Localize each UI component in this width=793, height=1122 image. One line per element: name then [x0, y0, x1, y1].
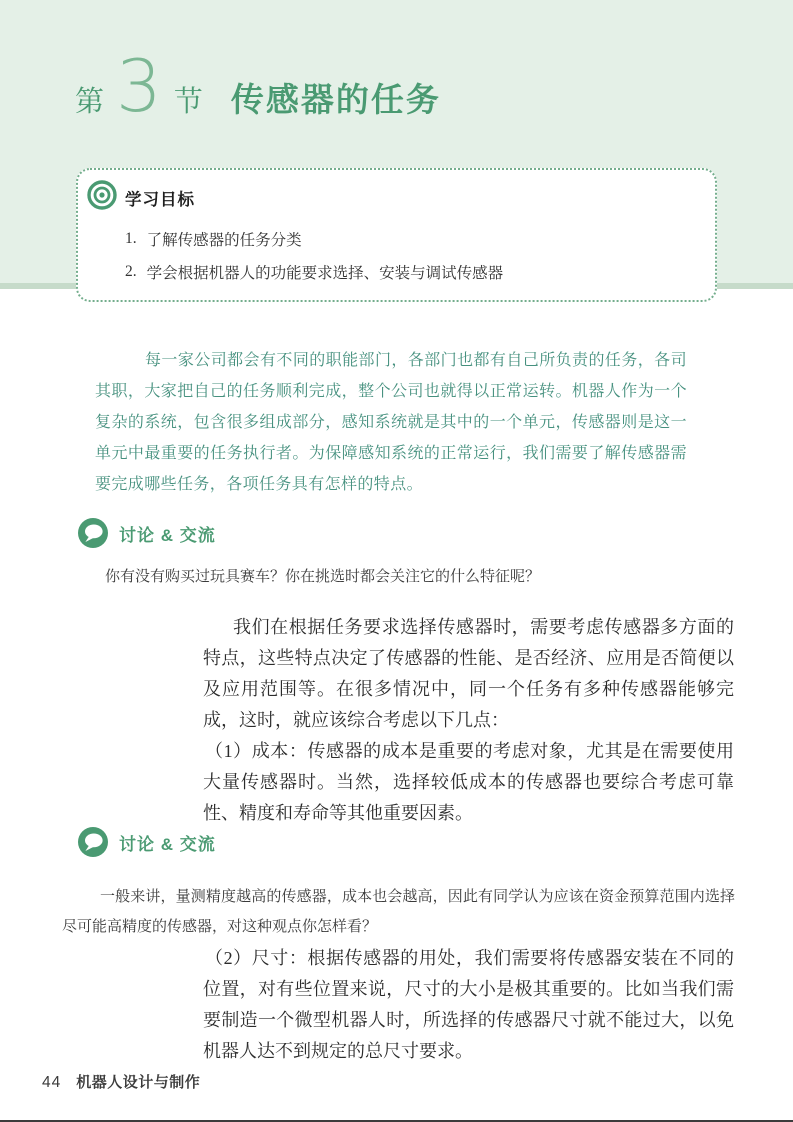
- page-number: 44: [42, 1074, 62, 1091]
- section-suffix: 节: [173, 86, 203, 118]
- objective-text: 学会根据机器人的功能要求选择、安装与调试传感器: [146, 264, 504, 282]
- page-footer: [42, 1071, 200, 1092]
- book-title: 机器人设计与制作: [76, 1074, 201, 1091]
- intro-paragraph: 每一家公司都会有不同的职能部门，各部门也都有自己所负责的任务，各司其职，大家把自己的任务顺利完成，整个公司也就得以正常运转。机器人作为一个复杂的系统，包含很多组成部分，感知系统就是其中的一个单元，传感器则是这一单元中最重要的任务执行者。为保障感知系统的正常运行，我们需要了解传感器需要完成哪些任务，各项任务具有怎样的特点。: [95, 352, 687, 493]
- section-number: 3: [116, 44, 162, 128]
- section-prefix: 第: [75, 86, 105, 118]
- objective-number: 2.: [125, 262, 137, 280]
- objectives-list: [125, 222, 503, 288]
- objective-text: 了解传感器的任务分类: [146, 231, 302, 249]
- discussion-text: 你有没有购买过玩具赛车？你在挑选时都会关注它的什么特征呢？: [105, 569, 541, 585]
- discussion-heading: 讨论 & 交流: [119, 834, 216, 854]
- discussion-section-header: [78, 518, 216, 548]
- discussion-section-header: [78, 827, 216, 857]
- objective-number: 1.: [125, 229, 137, 247]
- body-paragraph: （1）成本：传感器的成本是重要的考虑对象，尤其是在需要使用大量传感器时。当然，选择较低成本的传感器也要综合考虑可靠性、精度和寿命等其他重要因素。: [203, 741, 734, 823]
- body-paragraph: 我们在根据任务要求选择传感器时，需要考虑传感器多方面的特点，这些特点决定了传感器的性能、是否经济、应用是否简便以及应用范围等。在很多情况中，同一个任务有多种传感器能够完成，这时，就应该综合考虑以下几点：: [203, 617, 734, 730]
- learning-objectives-box: [76, 168, 717, 302]
- page-title: 传感器的任务: [230, 81, 441, 118]
- body-text-block: [203, 612, 734, 829]
- body-text-block: [203, 943, 734, 1067]
- body-paragraph: （2）尺寸：根据传感器的用处，我们需要将传感器安装在不同的位置，对有些位置来说，尺寸的大小是极其重要的。比如当我们需要制造一个微型机器人时，所选择的传感器尺寸就不能过大，以免机器人达不到规定的总尺寸要求。: [203, 948, 734, 1061]
- speech-bubble-icon: [78, 518, 108, 548]
- discussion-text: 一般来讲，量测精度越高的传感器，成本也会越高，因此有同学认为应该在资金预算范围内选择尽可能高精度的传感器，对这种观点你怎样看？: [62, 889, 735, 935]
- objective-item: [125, 222, 503, 255]
- speech-bubble-icon: [78, 827, 108, 857]
- target-icon: [87, 180, 117, 210]
- objective-item: [125, 255, 503, 288]
- section-title-row: [75, 44, 441, 128]
- objectives-heading: 学习目标: [125, 191, 195, 209]
- discussion-heading: 讨论 & 交流: [119, 525, 216, 545]
